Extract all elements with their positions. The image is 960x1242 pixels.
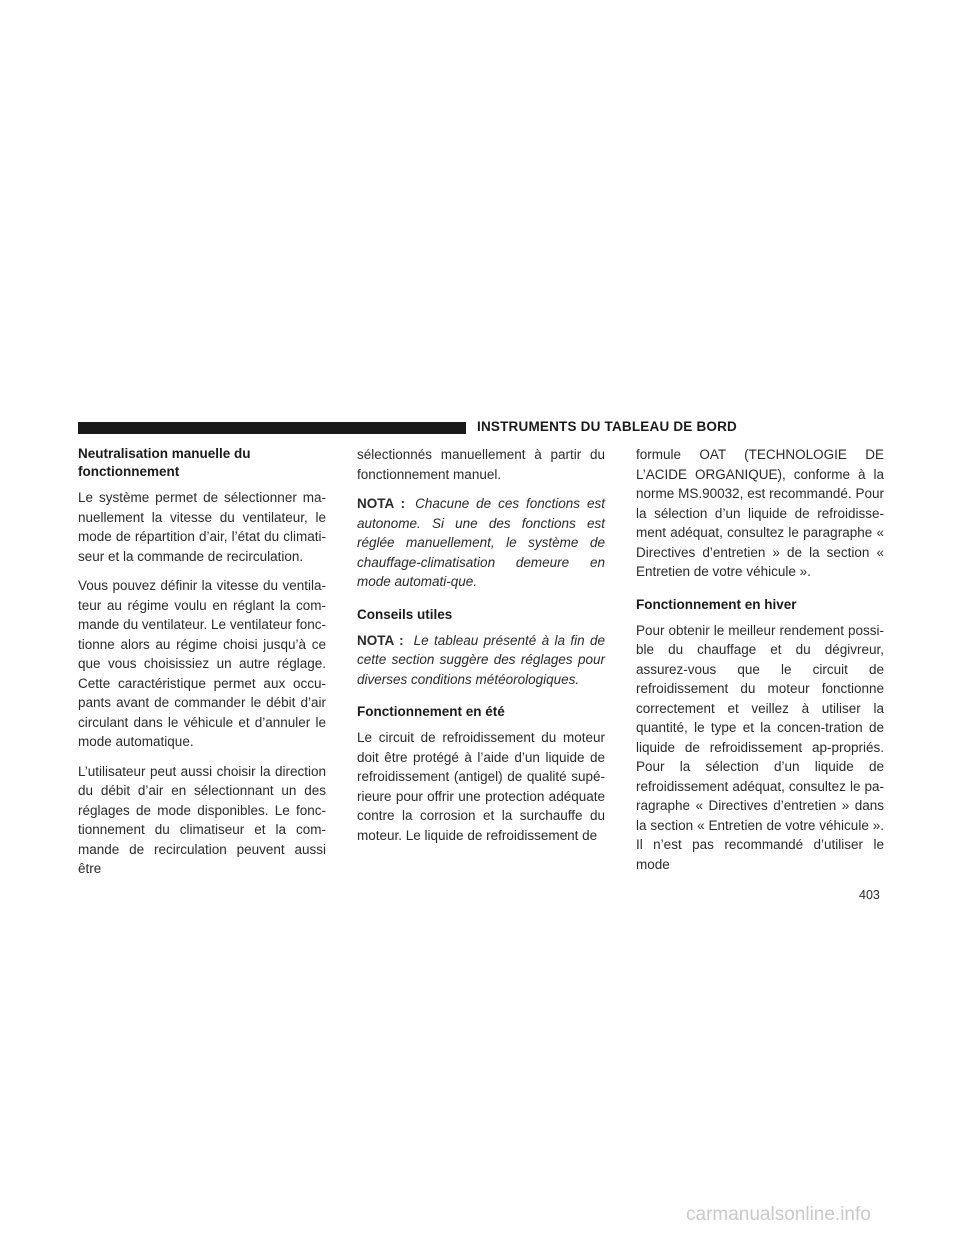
note-block [357, 631, 605, 690]
note-block [357, 494, 605, 592]
note-text: Chacune de ces fonctions est autonome. Si une des fonctions est réglée manuellement, le système de chauffage-climatisation demeure en mode automati-que. [357, 496, 605, 589]
note-label: NOTA : [357, 496, 406, 511]
section-title: INSTRUMENTS DU TABLEAU DE BORD [477, 419, 737, 434]
paragraph: sélectionnés manuellement à partir du fonctionnement manuel. [357, 447, 605, 482]
column-3 [636, 445, 884, 884]
header-rule-bar [78, 422, 466, 434]
heading-useful-tips: Conseils utiles [357, 606, 453, 622]
note-label: NOTA : [357, 632, 404, 648]
note-text: Le tableau présenté à la fin de cette section suggère des réglages pour diverses conditions météorologiques. [357, 632, 605, 687]
page-number: 403 [859, 888, 880, 902]
heading-manual-override: Neutralisation manuelle du fonctionnement [78, 446, 251, 479]
paragraph: Le système permet de sélectionner ma-nuellement la vitesse du ventilateur, le mode de répartition d’air, l’état du climati-seur et la commande de recirculation. [78, 490, 326, 564]
paragraph: Le circuit de refroidissement du moteur doit être protégé à l’aide d’un liquide de refroidissement (antigel) de qualité supé-rieure pour offrir une protection adéquate contre la corrosion et la surchauffe du moteur. Le liquide de refroidissement de [357, 730, 605, 843]
paragraph: formule OAT (TECHNOLOGIE DE L’ACIDE ORGANIQUE), conforme à la norme MS.90032, est recommandé. Pour la sélection d’un liquide de refroidisse-ment adéquat, consultez le paragraphe « Directives d’entretien » de la section « Entretien de votre véhicule ». [636, 447, 884, 579]
column-2 [357, 445, 605, 855]
paragraph: Pour obtenir le meilleur rendement possi-ble du chauffage et du dégivreur, assurez-vous que le circuit de refroidissement du moteur fonctionne correctement et veillez à utiliser la quantité, le type et la concen-tration de liquide de refroidissement ap-propriés. Pour la sélection d’un liquide de refroidissement adéquat, consultez le pa-ragraphe « Directives d’entretien » dans la section « Entretien de votre véhicule ». Il n’est pas recommandé d’utiliser le mode [636, 622, 884, 872]
paragraph: Vous pouvez définir la vitesse du ventila-teur au régime voulu en réglant la com-mande du ventilateur. Le ventilateur fonc-tionne alors au régime choisi jusqu’à ce que vous choisissiez un autre réglage. Cette caractéristique permet aux occu-pants avant de commander le débit d’air circulant dans le véhicule et d’annuler le mode automatique. [78, 578, 326, 749]
heading-summer-operation: Fonctionnement en été [357, 704, 505, 719]
watermark: carmanualsonline.info [686, 1204, 871, 1225]
heading-winter-operation: Fonctionnement en hiver [636, 596, 797, 612]
column-1 [78, 445, 326, 889]
paragraph: L’utilisateur peut aussi choisir la direction du débit d’air en sélectionnant un des réglages de mode disponibles. Le fonc-tionnement du climatiseur et la com-mande de recirculation peuvent aussi être [78, 763, 326, 876]
